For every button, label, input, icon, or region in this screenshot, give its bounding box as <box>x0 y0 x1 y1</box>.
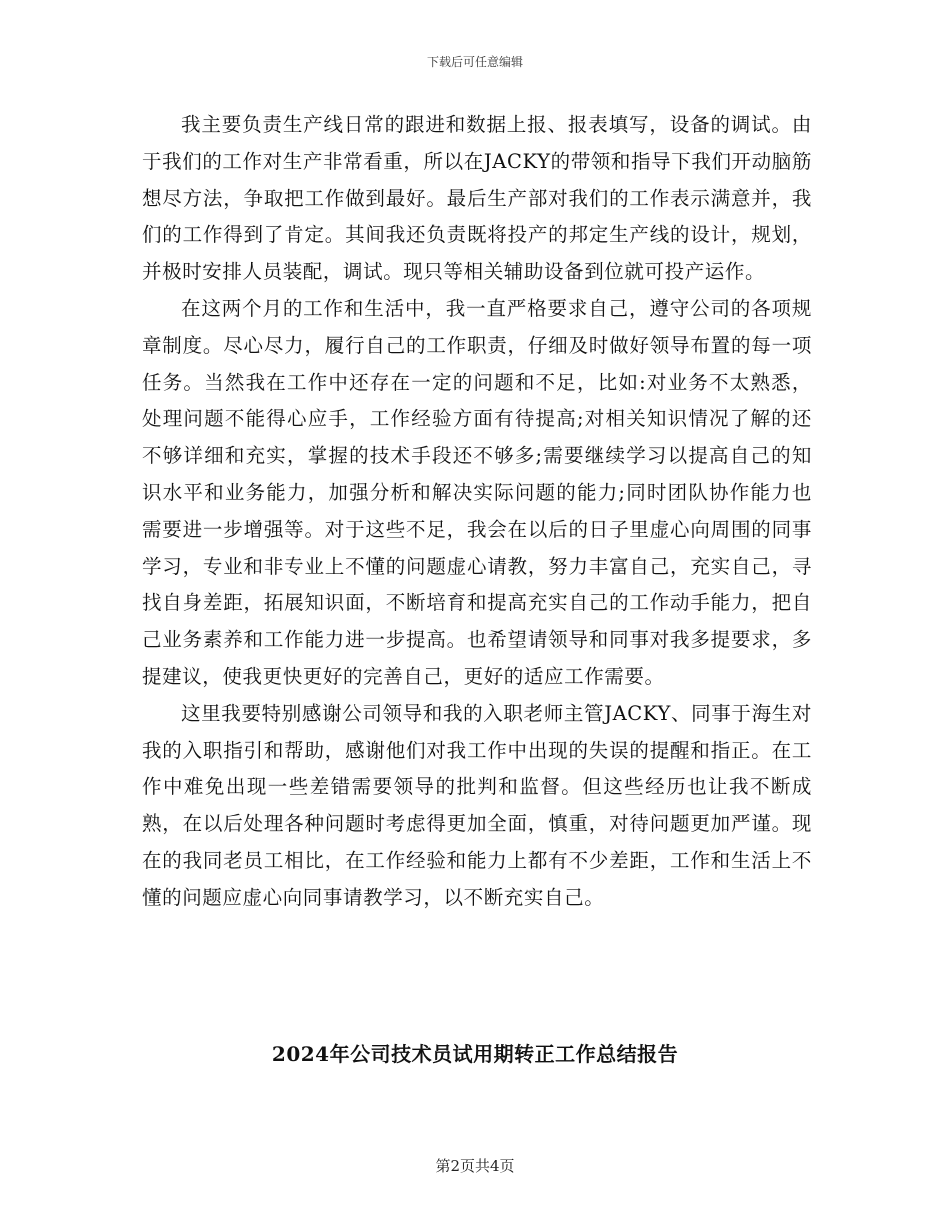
paragraph-3: 这里我要特别感谢公司领导和我的入职老师主管JACKY、同事于海生对我的入职指引和帮助，感谢他们对我工作中出现的失误的提醒和指正。在工作中难免出现一些差错需要领导的批判和监督。但这些经历也让我不断成熟，在以后处理各种问题时考虑得更加全面，慎重，对待问题更加严谨。现在的我同老员工相比，在工作经验和能力上都有不少差距，工作和生活上不懂的问题应虚心向同事请教学习，以不断充实自己。 <box>142 701 812 909</box>
paragraph-1: 我主要负责生产线日常的跟进和数据上报、报表填写，设备的调试。由于我们的工作对生产非常看重，所以在JACKY的带领和指导下我们开动脑筋想尽方法，争取把工作做到最好。最后生产部对我们的工作表示满意并，我们的工作得到了肯定。其间我还负责既将投产的邦定生产线的设计，规划，并极时安排人员装配，调试。现只等相关辅助设备到位就可投产运作。 <box>142 113 812 284</box>
page-header-note: 下载后可任意编辑 <box>426 55 523 69</box>
page-number: 第2页共4页 <box>435 1157 515 1175</box>
report-title: 2024年公司技术员试用期转正工作总结报告 <box>271 1042 679 1066</box>
document-body <box>142 107 812 917</box>
paragraph-2: 在这两个月的工作和生活中，我一直严格要求自己，遵守公司的各项规章制度。尽心尽力，履行自己的工作职责，仔细及时做好领导布置的每一项任务。当然我在工作中还存在一定的问题和不足，比如:对业务不太熟悉，处理问题不能得心应手，工作经验方面有待提高;对相关知识情况了解的还不够详细和充实，掌握的技术手段还不够多;需要继续学习以提高自己的知识水平和业务能力，加强分析和解决实际问题的能力;同时团队协作能力也需要进一步增强等。对于这些不足，我会在以后的日子里虚心向周围的同事学习，专业和非专业上不懂的问题虚心请教，努力丰富自己，充实自己，寻找自身差距，拓展知识面，不断培育和提高充实自己的工作动手能力，把自己业务素养和工作能力进一步提高。也希望请领导和同事对我多提要求，多提建议，使我更快更好的完善自己，更好的适应工作需要。 <box>142 296 812 688</box>
